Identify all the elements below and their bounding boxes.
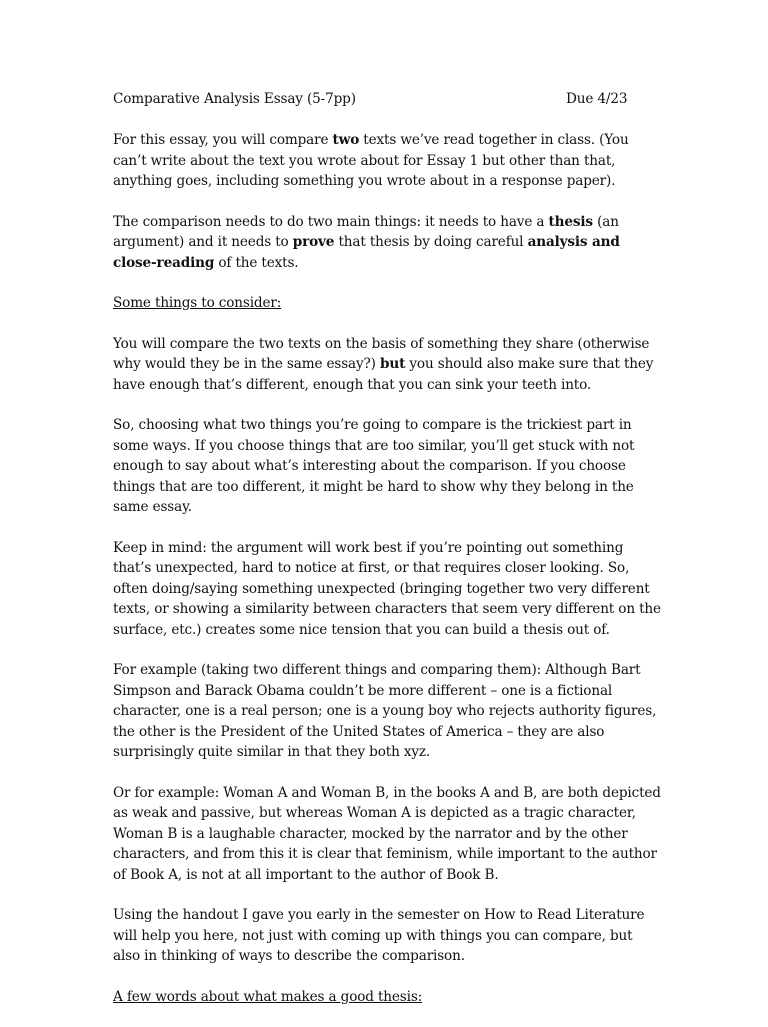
section-heading-thesis: A few words about what makes a good thesis: [113,988,423,1005]
share-paragraph: You will compare the two texts on the basis of something they share (otherwise why would they be in the same essay?) but you should also make sure that they have enough that’s different, enough that you can sink your teeth into. [113,335,654,393]
due-date: Due 4/23 [566,91,628,107]
handout-paragraph: Using the handout I gave you early in the semester on How to Read Literature will help you here, not just with coming up with things you can compare, but also in thinking of ways to describe the comparison. [113,907,645,964]
example-paragraph-2: Or for example: Woman A and Woman B, in the books A and B, are both depicted as weak and passive, but whereas Woman A is depicted as a tragic character, Woman B is a laughable character, mocked by the narrator and by the other characters, and from this it is clear that feminism, while important to the author of Book A, is not at all important to the author of Book B. [113,784,661,883]
choosing-paragraph: So, choosing what two things you’re going to compare is the trickiest part in some ways. If you choose things that are too similar, you’ll get stuck with not enough to say about what’s interesting about the comparison. If you choose things that are too different, it might be hard to show why they belong in the same essay. [113,417,635,515]
intro-paragraph: For this essay, you will compare two texts we’ve read together in class. (You can’t write about the text you wrote about for Essay 1 but other than that, anything goes, including something you wrote about in a response paper). [113,132,629,189]
essay-title: Comparative Analysis Essay (5-7pp) [113,91,356,107]
example-paragraph-1: For example (taking two different things and comparing them): Although Bart Simpson and Barack Obama couldn’t be more different – one is a fictional character, one is a real person; one is a young boy who rejects authority figures, the other is the President of the United States of America – they are also surprisingly quite similar in that they both xyz. [113,662,657,760]
section-heading-considerations: Some things to consider: [113,295,282,311]
comparison-paragraph: The comparison needs to do two main things: it needs to have a thesis (an argument) and it needs to prove that thesis by doing careful analysis and close-reading of the texts. [113,213,620,271]
document-header [113,89,661,110]
document-page [113,89,661,1027]
keep-in-mind-paragraph: Keep in mind: the argument will work best if you’re pointing out something that’s unexpected, hard to notice at first, or that requires closer looking. So, often doing/saying something unexpected (bringing together two very different texts, or showing a similarity between characters that seem very different on the surface, etc.) creates some nice tension that you can build a thesis out of. [113,539,661,638]
